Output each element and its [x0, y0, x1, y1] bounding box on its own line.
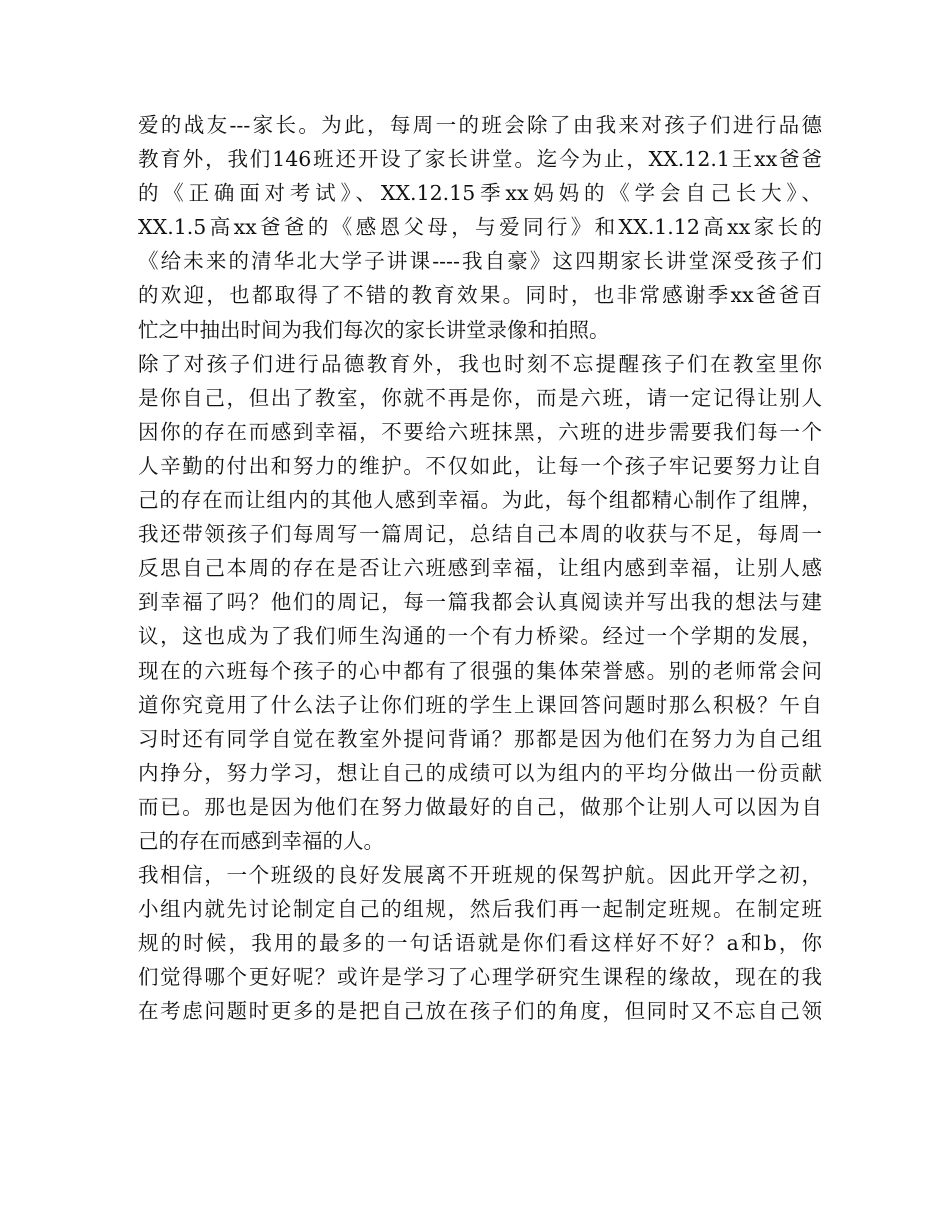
text-line: 现在的六班每个孩子的心中都有了很强的集体荣誉感。别的老师常会问 [138, 658, 822, 683]
text-line: 是你自己，但出了教室，你就不再是你，而是六班，请一定记得让别人 [138, 385, 822, 410]
text-line: 我还带领孩子们每周写一篇周记，总结自己本周的收获与不足，每周一 [138, 522, 822, 547]
text-line: 反思自己本周的存在是否让六班感到幸福，让组内感到幸福，让别人感 [138, 556, 822, 581]
text-line: 人辛勤的付出和努力的维护。不仅如此，让每一个孩子牢记要努力让自 [138, 453, 822, 478]
text-line: 除了对孩子们进行品德教育外，我也时刻不忘提醒孩子们在教室里你 [138, 351, 822, 376]
text-line: 内挣分，努力学习，想让自己的成绩可以为组内的平均分做出一份贡献 [138, 760, 822, 785]
text-line: 己的存在而感到幸福的人。 [138, 828, 384, 853]
text-line: 的《正确面对考试》、XX.12.15季xx妈妈的《学会自己长大》、 [138, 181, 822, 206]
text-line: 因你的存在而感到幸福，不要给六班抹黑，六班的进步需要我们每一个 [138, 419, 822, 444]
document-body [138, 108, 822, 1029]
text-line: 到幸福了吗？他们的周记，每一篇我都会认真阅读并写出我的想法与建 [138, 590, 822, 615]
text-line: 们觉得哪个更好呢？或许是学习了心理学研究生课程的缘故，现在的我 [138, 965, 822, 990]
text-line: 《给未来的清华北大学子讲课----我自豪》这四期家长讲堂深受孩子们 [138, 249, 822, 274]
text-line: 在考虑问题时更多的是把自己放在孩子们的角度，但同时又不忘自己领 [138, 999, 822, 1024]
text-line: 的欢迎，也都取得了不错的教育效果。同时，也非常感谢季xx爸爸百 [138, 283, 822, 308]
text-line: 习时还有同学自觉在教室外提问背诵？那都是因为他们在努力为自己组 [138, 726, 822, 751]
text-line: 议，这也成为了我们师生沟通的一个有力桥梁。经过一个学期的发展， [138, 624, 822, 649]
text-line: XX.1.5高xx爸爸的《感恩父母，与爱同行》和XX.1.12高xx家长的 [138, 215, 822, 240]
text-line: 而已。那也是因为他们在努力做最好的自己，做那个让别人可以因为自 [138, 794, 822, 819]
text-line: 小组内就先讨论制定自己的组规，然后我们再一起制定班规。在制定班 [138, 897, 822, 922]
text-line: 教育外，我们146班还开设了家长讲堂。迄今为止，XX.12.1王xx爸爸 [138, 147, 822, 172]
text-line: 规的时候，我用的最多的一句话语就是你们看这样好不好？a和b，你 [138, 931, 822, 956]
text-line: 己的存在而让组内的其他人感到幸福。为此，每个组都精心制作了组牌， [138, 488, 822, 513]
text-line: 我相信，一个班级的良好发展离不开班规的保驾护航。因此开学之初， [138, 863, 822, 888]
text-line: 爱的战友---家长。为此，每周一的班会除了由我来对孩子们进行品德 [138, 113, 822, 137]
text-line: 忙之中抽出时间为我们每次的家长讲堂录像和拍照。 [138, 317, 610, 342]
text-line: 道你究竟用了什么法子让你们班的学生上课回答问题时那么积极？午自 [138, 692, 822, 717]
